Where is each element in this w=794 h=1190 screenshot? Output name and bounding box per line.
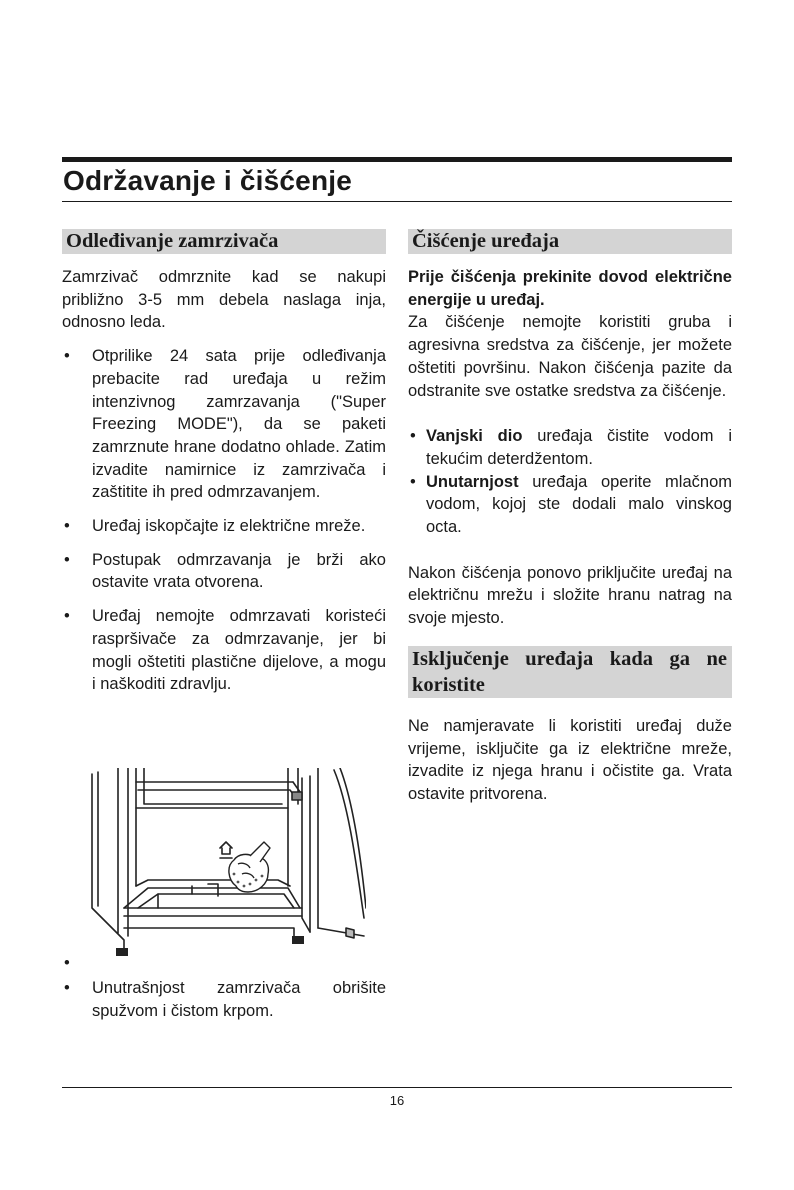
reconnect-paragraph: Nakon čišćenja ponovo priključite uređaj na električnu mrežu i složite hranu natrag na svoje mjesto. (408, 563, 732, 628)
bullet-icon: • (64, 979, 70, 997)
list-item: • Unutarnjost uređaja operite mlačnom vodom, kojoj ste dodali malo vinskog octa. (410, 472, 732, 537)
list-item: • Uređaj iskopčajte iz električne mreže. (62, 515, 386, 538)
bullet-icon: • (410, 427, 416, 446)
bottom-rule (62, 1087, 732, 1088)
defrosting-final-step (62, 977, 386, 1022)
defrosting-heading: Odleđivanje zamrzivača (62, 229, 386, 254)
defrosting-steps (62, 345, 386, 696)
page-title: Održavanje i čišćenje (63, 165, 353, 196)
list-item: • Vanjski dio uređaja čistite vodom i tekućim deterdžentom. (410, 427, 733, 468)
list-item: • Otprilike 24 sata prije odleđivanja prebacite rad uređaja u režim intenzivnog zamrzavanja ("Super Freezing MODE"), da se paketi zamrznute hrane dodatno ohlade. Zatim izvadite namirnice iz zamrzivača i zaštitite ih pred odmrzavanjem. (64, 347, 386, 502)
bullet-icon: • (64, 954, 70, 972)
list-item: • Unutrašnjost zamrzivača obrišite spužvom i čistom krpom. (64, 979, 386, 1020)
bullet-icon: • (64, 347, 70, 366)
page-number: 16 (389, 1093, 405, 1108)
switch-off-paragraph: Ne namjeravate li koristiti uređaj duže vrijeme, isključite ga iz električne mreže, izvadite iz njega hranu i očistite ga. Vrata ostavite pritvorena. (408, 716, 732, 803)
list-item: • Postupak odmrzavanja je brži ako ostavite vrata otvorena. (64, 550, 386, 592)
list-item: • Uređaj nemojte odmrzavati koristeći raspršivače za odmrzavanje, jer bi mogli oštetiti plastične dijelove, a mogu i naškoditi zdravlju. (64, 607, 386, 694)
defrosting-intro: Zamrzivač odmrznite kad se nakupi približno 3-5 mm debela naslaga inja, odnosno leda. (62, 268, 386, 332)
cleaning-paragraph: Za čišćenje nemojte koristiti gruba i agresivna sredstva za čišćenje, jer možete oštetiti površinu. Nakon čišćenja pazite da odstranite sve ostatke sredstva za čišćenje. (408, 313, 732, 400)
top-rule (62, 157, 732, 162)
defrosting-section (62, 229, 386, 707)
switch-off-heading: Isključenje uređaja kada ga ne koristite (408, 646, 732, 698)
freezer-cleaning-illustration (88, 768, 366, 964)
cleaning-items (408, 425, 732, 539)
bullet-icon: • (410, 472, 416, 491)
bullet-icon: • (64, 607, 70, 626)
bullet-icon: • (64, 517, 70, 536)
title-rule (62, 201, 732, 202)
cleaning-section (408, 229, 732, 806)
bullet-icon: • (64, 550, 70, 569)
cleaning-heading: Čišćenje uređaja (408, 229, 732, 254)
cleaning-warning: Prije čišćenja prekinite dovod električne energije u uređaj. (408, 268, 732, 309)
